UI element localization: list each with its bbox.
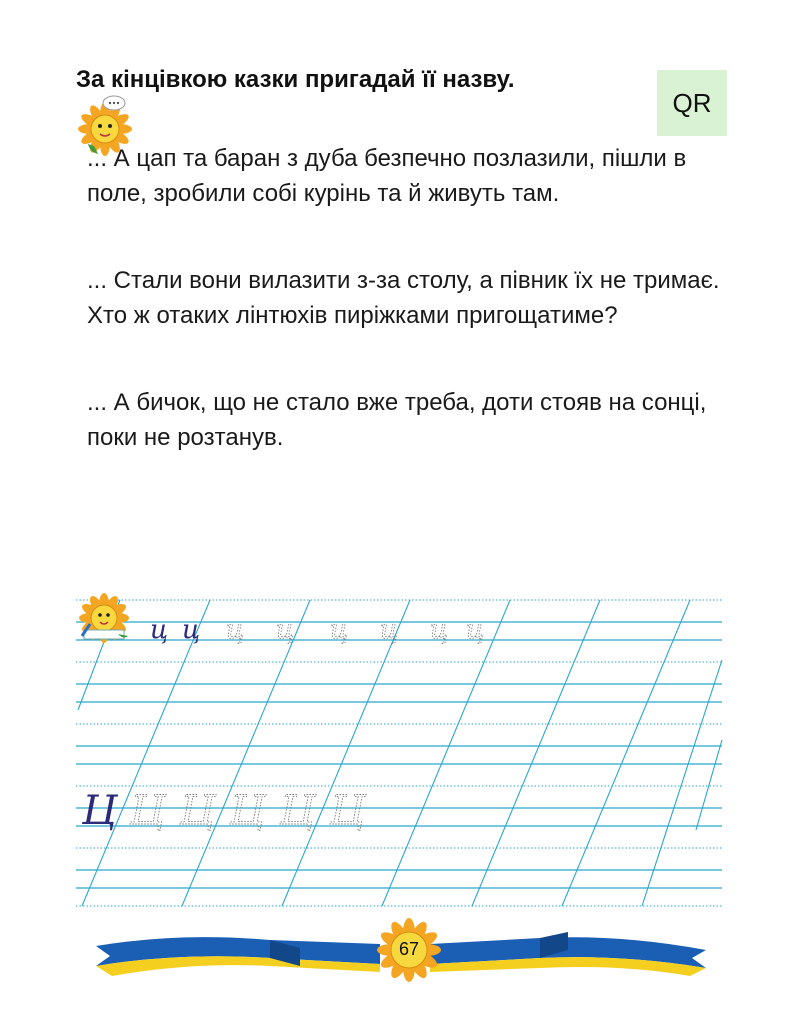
dotted-letter-trace[interactable]: ц [226,615,245,645]
dotted-capital-trace[interactable]: Ц [130,788,165,834]
copybook-lines[interactable] [0,590,800,920]
cursive-letter-sample: ц [182,615,201,645]
qr-code-box[interactable]: QR [657,70,727,136]
dotted-letter-trace[interactable]: ц [466,615,485,645]
story-ending-2: ... Стали вони вилазити з-за столу, а півник їх не тримає. Хто ж отаких лінтюхів пиріжками пригощатиме? [87,267,720,329]
dotted-letter-trace[interactable]: ц [380,615,399,645]
cursive-capital-sample: Ц [82,788,117,834]
dotted-capital-trace[interactable]: Ц [330,788,365,834]
task-title: За кінцівкою казки пригадай її назву. [76,66,515,93]
dotted-letter-trace[interactable]: ц [330,615,349,645]
story-ending-1: ... А цап та баран з дуба безпечно позлазили, пішли в поле, зробили собі курінь та й живуть там. [87,145,687,207]
dotted-letter-trace[interactable]: ц [276,615,295,645]
page-number: 67 [398,938,420,959]
dotted-capital-trace[interactable]: Ц [280,788,315,834]
dotted-capital-trace[interactable]: Ц [230,788,265,834]
story-ending-3: ... А бичок, що не стало вже треба, доти стояв на сонці, поки не розтанув. [87,389,707,451]
cursive-letter-sample: ц [150,615,169,645]
dotted-letter-trace[interactable]: ц [430,615,449,645]
dotted-capital-trace[interactable]: Ц [180,788,215,834]
